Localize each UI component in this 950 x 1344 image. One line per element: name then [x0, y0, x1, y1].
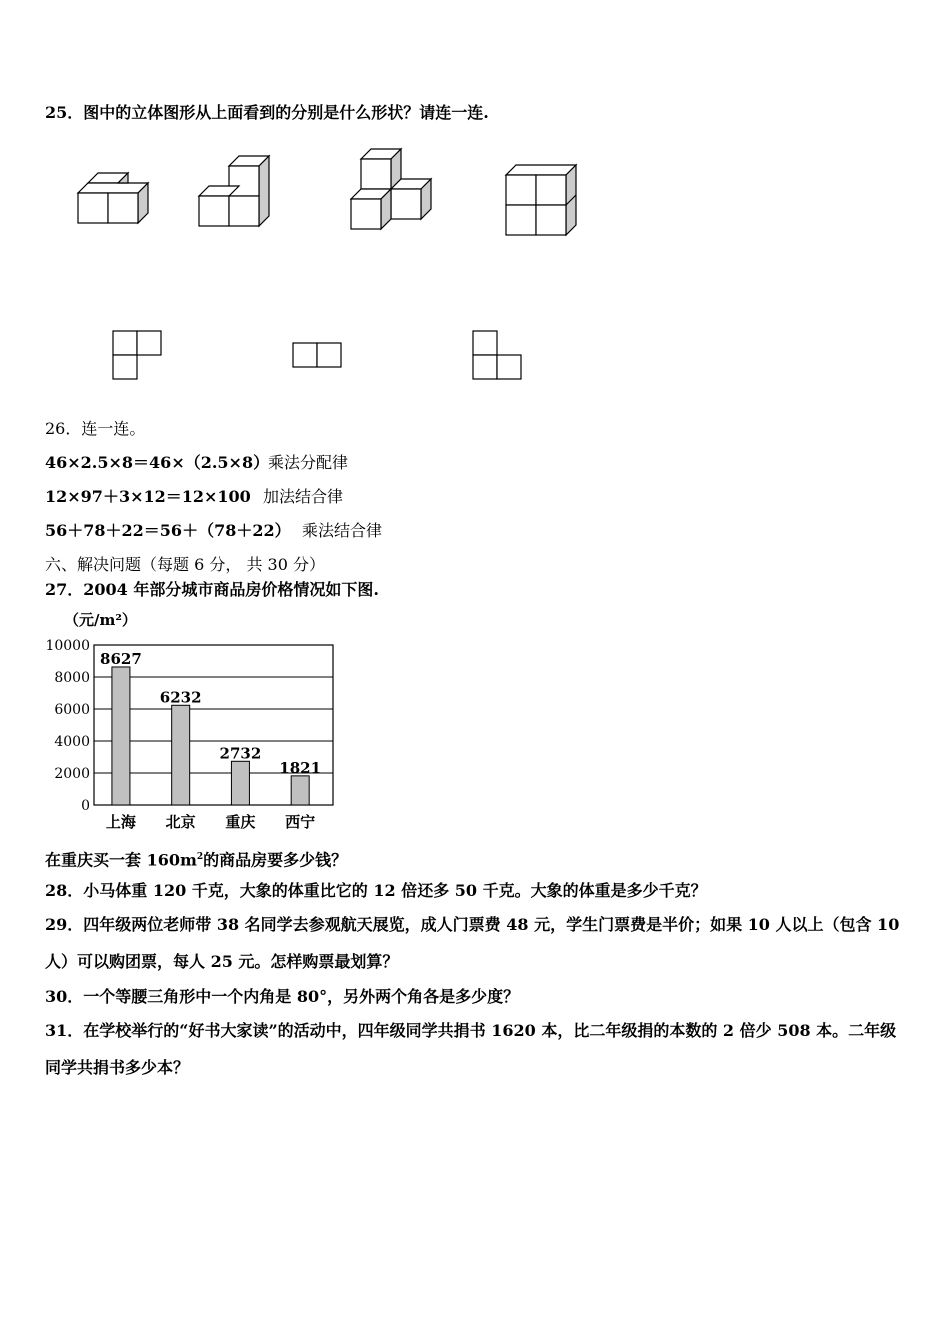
bar-data-label: 1821 — [279, 758, 322, 777]
y-tick-label: 6000 — [54, 702, 90, 718]
y-tick-label: 8000 — [54, 670, 90, 686]
q26-law-3: 乘法结合律 — [302, 521, 383, 540]
bar-data-label: 2732 — [219, 744, 262, 763]
x-category-label: 上海 — [105, 813, 136, 831]
y-axis-label: （元/m²） — [64, 611, 137, 629]
q29-line-1: 29．四年级两位老师带 38 名同学去参观航天展览，成人门票费 48 元，学生门票费是半价；如果 10 人以上（包含 10 — [45, 915, 900, 934]
x-category-label: 重庆 — [225, 813, 256, 831]
solids-figure — [0, 0, 950, 400]
price-bar-chart — [40, 605, 360, 835]
q31-line-1: 31．在学校举行的“好书大家读”的活动中，四年级同学共捐书 1620 本，比二年级捐的本数的 2 倍少 508 本。二年级 — [45, 1021, 897, 1040]
q25-text: 25．图中的立体图形从上面看到的分别是什么形状？请连一连. — [45, 103, 489, 122]
q26-law-1: 乘法分配律 — [268, 453, 349, 472]
top-view-2 — [293, 343, 341, 367]
q26-expr-2: 12×97＋3×12＝12×100 — [45, 487, 251, 506]
solid-4 — [506, 165, 576, 235]
q26-title: 26．连一连。 — [45, 419, 146, 438]
q26-expr-1: 46×2.5×8＝46×（2.5×8） — [45, 453, 270, 472]
bar — [291, 776, 309, 805]
solid-2 — [199, 156, 269, 226]
bar-data-label: 8627 — [100, 649, 142, 668]
q27-question: 在重庆买一套 $160m^2$的商品房要多少钱？ — [45, 850, 348, 870]
solid-1 — [78, 173, 148, 223]
bar — [231, 761, 249, 805]
y-tick-label: 10000 — [45, 638, 90, 654]
q29-line-2: 人）可以购团票，每人 25 元。怎样购票最划算？ — [45, 952, 399, 971]
section-6-heading: 六、解决问题（每题 6 分， 共 30 分） — [45, 555, 325, 574]
bar-data-label: 6232 — [159, 688, 202, 707]
q28-text: 28．小马体重 120 千克，大象的体重比它的 12 倍还多 50 千克。大象的体重是多少千克？ — [45, 881, 707, 900]
q31-line-2: 同学共捐书多少本？ — [45, 1058, 190, 1077]
q26-law-2: 加法结合律 — [263, 487, 344, 506]
x-category-label: 西宁 — [285, 813, 316, 831]
y-tick-label: 0 — [81, 798, 90, 814]
y-tick-label: 2000 — [54, 766, 90, 782]
y-tick-label: 4000 — [54, 734, 90, 750]
top-view-1 — [113, 331, 161, 379]
x-category-label: 北京 — [165, 813, 196, 831]
bar — [112, 667, 130, 805]
q27-text: 27．2004 年部分城市商品房价格情况如下图. — [45, 580, 379, 599]
solid-3 — [351, 149, 431, 229]
bar — [172, 705, 190, 805]
q26-expr-3: 56＋78＋22＝56＋（78＋22） — [45, 521, 291, 540]
top-view-3 — [473, 331, 521, 379]
q30-text: 30．一个等腰三角形中一个内角是 80°，另外两个角各是多少度？ — [45, 987, 520, 1006]
